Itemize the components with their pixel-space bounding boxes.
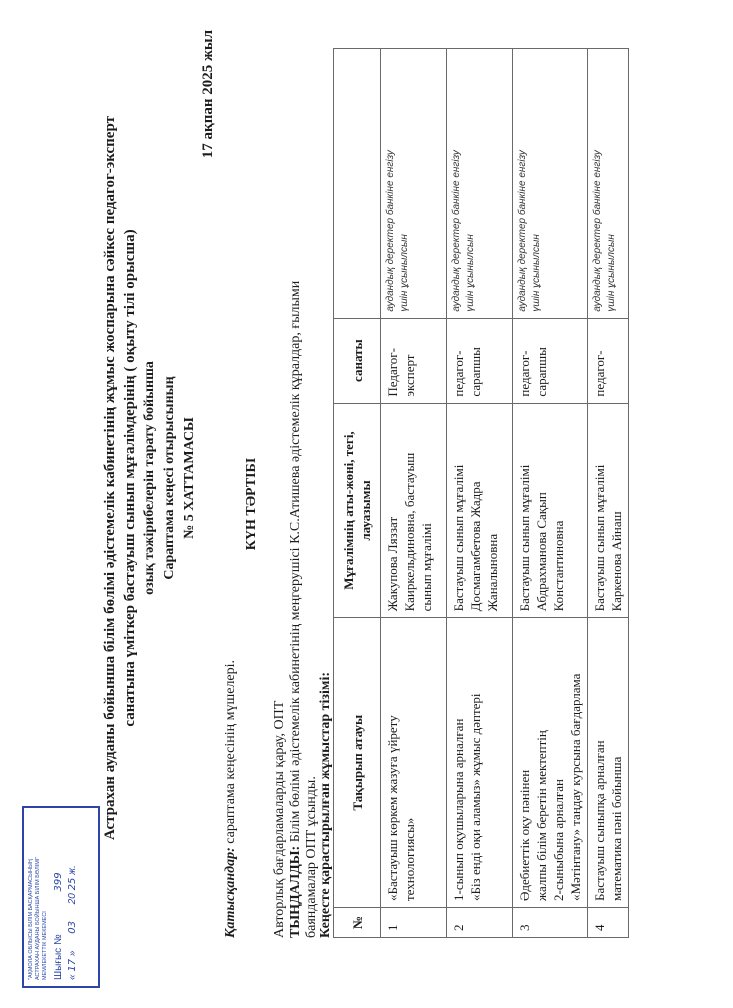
row-category <box>447 318 513 403</box>
header-topic: Тақырып атауы <box>334 618 381 908</box>
works-table <box>333 48 629 938</box>
stamp-reg-number: 399 <box>53 872 64 892</box>
note-line: үшін ұсынылсын <box>531 234 542 312</box>
row-number: 1 <box>381 908 447 938</box>
stamp-line: МЕМЛЕКЕТТІК МЕКЕМЕСІ <box>42 911 48 980</box>
teacher-line: Досмагамбетова Жадра <box>468 481 483 612</box>
works-list-title: Кеңесте қарастырылған жұмыстар тізімі: <box>318 672 333 938</box>
row-note <box>513 49 588 319</box>
teacher-line: Абдрахманова Сақып <box>534 492 549 612</box>
protocol-number: № 5 ХАТТАМАСЫ <box>182 417 197 539</box>
category-line: сарапшы <box>534 347 549 397</box>
heard-paragraph-cont: баяндамалар ОПТ ұсынды. <box>304 776 319 938</box>
stamp-line: "АҚМОЛА ОБЛЫСЫ БІЛІМ БАСҚАРМАСЫНЫҢ <box>28 859 34 980</box>
row-note <box>381 49 447 319</box>
row-topic <box>513 618 588 908</box>
stamp-date-month: 03 <box>67 921 78 934</box>
row-number: 2 <box>447 908 513 938</box>
topic-line: математика пәні бойынша <box>609 756 624 902</box>
stamp-date-year: 25 <box>67 877 78 891</box>
heading-line: санатына үміткер бастауыш сынып мұғалімдерінің ( оқыту тілі орысша) <box>122 229 138 727</box>
row-teacher <box>513 403 588 618</box>
table-row <box>447 49 513 938</box>
table-row <box>588 49 629 938</box>
stamp-date-year-prefix: 20 <box>67 893 78 905</box>
row-category <box>513 318 588 403</box>
row-number: 3 <box>513 908 588 938</box>
category-line: педагог- <box>517 350 532 397</box>
row-category <box>588 318 629 403</box>
topic-line: Әдебиеттік оқу пәнінен <box>517 769 532 902</box>
registration-stamp <box>22 806 100 988</box>
row-number: 4 <box>588 908 629 938</box>
row-topic <box>381 618 447 908</box>
teacher-line: Жакупова Ляззат <box>385 516 400 612</box>
teacher-line: Бастауыш сынып мұғалімі <box>451 464 466 612</box>
row-teacher <box>588 403 629 618</box>
teacher-line: Бастауыш сынып мұғалімі <box>592 464 607 612</box>
row-category <box>381 318 447 403</box>
row-topic <box>447 618 513 908</box>
stamp-date-prefix: « <box>67 974 78 980</box>
teacher-line: Жаналыновна <box>485 533 500 612</box>
row-topic <box>588 618 629 908</box>
note-line: үшін ұсынылсын <box>606 234 617 312</box>
stamp-line: АСТРАХАН АУДАНЫ БОЙЫНША БІЛІМ БӨЛІМІ" <box>35 856 41 980</box>
row-teacher <box>447 403 513 618</box>
teacher-line: Константиновна <box>551 520 566 612</box>
attendees-label: Қатысқандар: <box>223 847 238 938</box>
topic-line: 1-сынып оқушыларына арналған <box>451 718 466 902</box>
topic-line: жалпы білім беретін мектептің <box>534 730 549 902</box>
document-date: 17 ақпан 2025 жыл <box>200 30 216 159</box>
heading-line: Астрахан ауданы бойынша білім бөлімі әдістемелік кабинетінің жұмыс жоспарына сәйкес педагог-эксперт <box>102 116 118 840</box>
teacher-line: Бастауыш сынып мұғалімі <box>517 464 532 612</box>
header-number: № <box>334 908 381 938</box>
note-line: үшін ұсынылсын <box>399 234 410 312</box>
topic-line: «Мәтінтану» таңдау курсына бағдарлама <box>568 673 583 902</box>
category-line: сарапшы <box>468 347 483 397</box>
heading-line: Сараптама кеңесі отырысының <box>162 376 177 580</box>
heard-text: Білім бөлімі әдістемелік кабинетінің меңгерушісі К.С.Атишева әдістемелік құралдар, ғылыми <box>288 280 303 846</box>
row-teacher <box>381 403 447 618</box>
heard-label: ТЫҢДАЛДЫ: <box>288 845 303 938</box>
stamp-reg-label: Шығыс № <box>53 934 64 980</box>
table-row <box>381 49 447 938</box>
stamp-reg-row <box>53 808 64 986</box>
note-line: аудандық деректер банкіне енгізу <box>385 150 396 312</box>
topic-line: «Бастауыш көркем жазуға үйрету <box>385 715 400 902</box>
table-header-row <box>334 49 381 938</box>
attendees-line <box>223 660 239 938</box>
note-line: үшін ұсынылсын <box>465 234 476 312</box>
topic-line: 2-сыныбына арналған <box>551 779 566 902</box>
teacher-line: Каиркельдиновна, бастауыш <box>402 452 417 612</box>
topic-line: Бастауыш сыныпқа арналған <box>592 740 607 902</box>
attendees-text: сараптама кеңесінің мүшелері. <box>223 659 238 848</box>
topic-line: «Біз енді оқи аламыз» жұмыс дәптері <box>468 693 483 902</box>
heard-paragraph <box>288 48 304 938</box>
agenda-item: Авторлық бағдарламаларды қарау, ОПТ <box>272 700 287 938</box>
note-line: аудандық деректер банкіне енгізу <box>451 150 462 312</box>
teacher-line: Каркенова Айнаш <box>609 511 624 612</box>
teacher-line: сынып мұғалімі <box>419 523 434 612</box>
topic-line: технологиясы» <box>402 817 417 902</box>
note-line: аудандық деректер банкіне енгізу <box>517 150 528 312</box>
table-row <box>513 49 588 938</box>
category-line: Педагог- <box>385 348 400 397</box>
heading-line: озық тәжірибелерін тарату бойынша <box>142 361 157 595</box>
header-note <box>334 49 381 319</box>
header-teacher: Мұғалімнің аты-жөні, тегі, лауазымы <box>334 403 381 618</box>
note-line: аудандық деректер банкіне енгізу <box>592 150 603 312</box>
stamp-date-day: 17 <box>67 958 78 972</box>
category-line: педагог- <box>592 350 607 397</box>
row-note <box>588 49 629 319</box>
agenda-title: КҮН ТӘРТІБІ <box>244 457 259 551</box>
category-line: педагог- <box>451 350 466 397</box>
stamp-date-row <box>67 808 78 986</box>
category-line: эксперт <box>402 354 417 397</box>
header-category: санаты <box>334 318 381 403</box>
row-note <box>447 49 513 319</box>
protocol-heading <box>100 28 200 928</box>
stamp-date-suffix: ж. <box>67 865 78 875</box>
stamp-date-mid: » <box>67 950 78 957</box>
